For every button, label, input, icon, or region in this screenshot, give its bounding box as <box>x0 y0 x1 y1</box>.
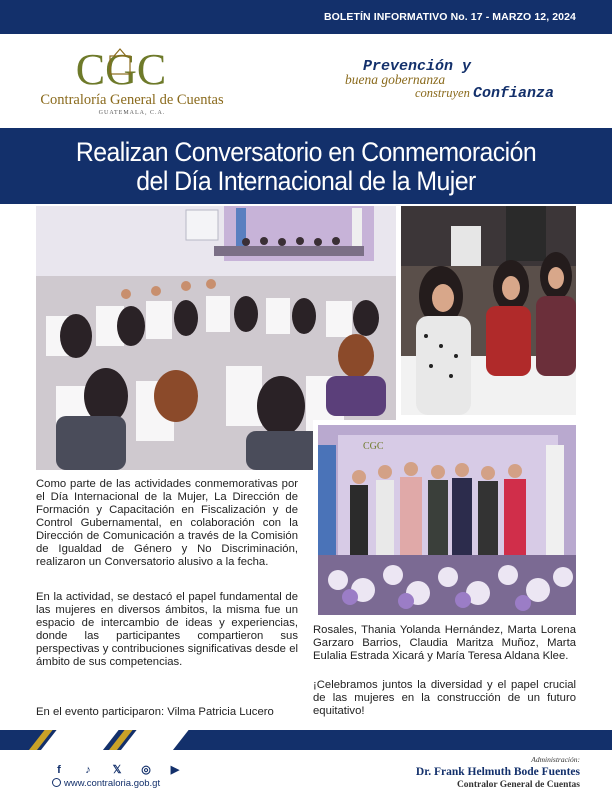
page-title <box>24 138 587 196</box>
admin-role: Contralor General de Cuentas <box>456 780 580 790</box>
paragraph-intro: Como parte de las actividades conmemorativas por el Día Internacional de la Mujer, La Dirección de Formación y Capacitación en Fiscalización y de Control Gubernamental, en colaboración con la Dirección de Comunicación a través de la Comisión de Igualdad de Género y No Discriminación, realizaron un Conversatorio alusivo a la fecha. <box>36 478 298 568</box>
slogan <box>345 56 585 116</box>
facebook-icon[interactable]: f <box>57 764 61 776</box>
footer-stripe <box>0 730 612 750</box>
social-links <box>52 760 197 774</box>
svg-text:CGC: CGC <box>363 441 384 452</box>
paragraph-closing: ¡Celebramos juntos la diversidad y el papel crucial de las mujeres en la construcción de un futuro equitativo! <box>313 679 576 717</box>
instagram-icon[interactable]: ◎ <box>141 764 151 776</box>
paragraph-participants-start: En el evento participaron: Vilma Patricia Lucero <box>36 706 274 718</box>
globe-icon <box>52 778 61 787</box>
title-band <box>0 128 612 204</box>
website-link[interactable] <box>52 778 160 789</box>
paragraph-participants-names: Rosales, Thania Yolanda Hernández, Marta Lorena Garzaro Barrios, Claudia Maritza Muñoz, Marta Eulalia Estrada Xicará y María Teresa Aldana Klee. <box>313 624 576 662</box>
paragraph-activity: En la actividad, se destacó el papel fundamental de las mujeres en diversos ámbitos, la misma fue un espacio de intercambio de ideas y experiencias, donde las participantes compartieron sus perspectivas y contribuciones significativas desde el ámbito de sus competencias. <box>36 591 298 668</box>
cgc-monogram-icon <box>66 44 176 92</box>
bulletin-number: BOLETÍN INFORMATIVO No. 17 - MARZO 12, 2024 <box>323 11 576 23</box>
slogan-confianza: Confianza <box>473 85 555 102</box>
top-bulletin-bar <box>0 0 612 34</box>
slogan-prevencion: Prevención y <box>363 58 472 75</box>
x-icon[interactable]: 𝕏 <box>112 764 122 776</box>
cgc-logo <box>32 44 232 124</box>
org-country: GUATEMALA, C.A. <box>98 110 166 116</box>
website-url: www.contraloria.gob.gt <box>64 778 161 789</box>
slogan-construyen: construyen <box>415 86 470 100</box>
title-line-2: del Día Internacional de la Mujer <box>136 166 476 196</box>
photo-group-stage <box>313 420 576 615</box>
svg-text:CGC: CGC <box>75 45 167 92</box>
admin-name: Dr. Frank Helmuth Bode Fuentes <box>415 766 580 778</box>
org-name: Contraloría General de Cuentas <box>40 92 224 108</box>
photo-seated-women <box>401 206 576 415</box>
title-line-1: Realizan Conversatorio en Conmemoración <box>75 137 537 167</box>
youtube-icon[interactable]: ▶ <box>170 764 180 776</box>
tiktok-icon[interactable]: ♪ <box>85 764 91 776</box>
admin-label: Administración: <box>531 755 580 764</box>
slogan-gobernanza: buena gobernanza <box>345 72 446 87</box>
